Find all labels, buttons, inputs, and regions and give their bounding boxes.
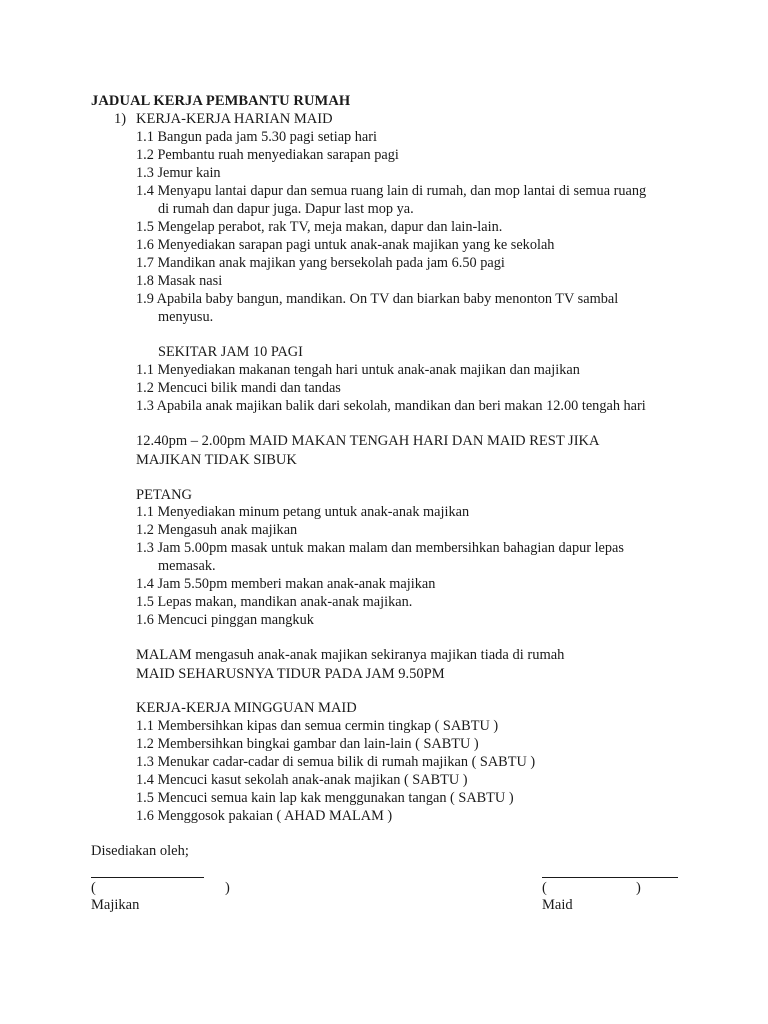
evening-item: 1.2 Mengasuh anak majikan	[136, 522, 298, 538]
daily-item: 1.2 Pembantu ruah menyediakan sarapan pagi	[136, 147, 399, 163]
weekly-item: 1.6 Menggosok pakaian ( AHAD MALAM )	[136, 808, 393, 824]
employer-paren-close: )	[225, 880, 230, 896]
daily-item-continuation: di rumah dan dapur juga. Dapur last mop ya.	[158, 201, 414, 217]
weekly-item: 1.1 Membersihkan kipas dan semua cermin tingkap ( SABTU )	[136, 718, 499, 734]
evening-item: 1.4 Jam 5.50pm memberi makan anak-anak majikan	[136, 576, 436, 592]
maid-label: Maid	[542, 897, 573, 913]
evening-item: 1.3 Jam 5.00pm masak untuk makan malam dan membersihkan bahagian dapur lepas	[136, 540, 624, 556]
daily-item: 1.7 Mandikan anak majikan yang bersekolah pada jam 6.50 pagi	[136, 255, 505, 271]
around-10-item: 1.3 Apabila anak majikan balik dari sekolah, mandikan dan beri makan 12.00 tengah hari	[136, 398, 646, 414]
maid-signature-line	[542, 877, 678, 878]
lunch-line: MAJIKAN TIDAK SIBUK	[136, 452, 297, 468]
document-title: JADUAL KERJA PEMBANTU RUMAH	[91, 93, 351, 109]
around-10-heading: SEKITAR JAM 10 PAGI	[158, 344, 303, 360]
daily-item: 1.8 Masak nasi	[136, 273, 223, 289]
around-10-item: 1.1 Menyediakan makanan tengah hari untuk anak-anak majikan dan majikan	[136, 362, 580, 378]
weekly-item: 1.5 Mencuci semua kain lap kak menggunakan tangan ( SABTU )	[136, 790, 514, 806]
maid-paren-close: )	[636, 880, 641, 896]
daily-item: 1.5 Mengelap perabot, rak TV, meja makan, dapur dan lain-lain.	[136, 219, 503, 235]
daily-item: 1.9 Apabila baby bangun, mandikan. On TV dan biarkan baby menonton TV sambal	[136, 291, 619, 307]
daily-item: 1.3 Jemur kain	[136, 165, 221, 181]
section-heading	[114, 111, 333, 128]
prepared-by-label: Disediakan oleh;	[91, 843, 189, 859]
weekly-item: 1.2 Membersihkan bingkai gambar dan lain-lain ( SABTU )	[136, 736, 479, 752]
section-number: 1)	[114, 111, 127, 127]
night-line: MAID SEHARUSNYA TIDUR PADA JAM 9.50PM	[136, 666, 445, 682]
daily-item: 1.1 Bangun pada jam 5.30 pagi setiap hari	[136, 129, 378, 145]
evening-item: 1.6 Mencuci pinggan mangkuk	[136, 612, 314, 628]
employer-signature-line	[91, 877, 204, 878]
night-line: MALAM mengasuh anak-anak majikan sekiranya majikan tiada di rumah	[136, 647, 565, 663]
daily-item: 1.6 Menyediakan sarapan pagi untuk anak-anak majikan yang ke sekolah	[136, 237, 555, 253]
evening-item: 1.1 Menyediakan minum petang untuk anak-anak majikan	[136, 504, 470, 520]
daily-item-continuation: menyusu.	[158, 309, 214, 325]
weekly-item: 1.4 Mencuci kasut sekolah anak-anak majikan ( SABTU )	[136, 772, 468, 788]
lunch-line: 12.40pm – 2.00pm MAID MAKAN TENGAH HARI DAN MAID REST JIKA	[136, 433, 600, 449]
around-10-item: 1.2 Mencuci bilik mandi dan tandas	[136, 380, 341, 396]
evening-heading: PETANG	[136, 487, 193, 503]
employer-label: Majikan	[91, 897, 140, 913]
daily-item: 1.4 Menyapu lantai dapur dan semua ruang lain di rumah, dan mop lantai di semua ruang	[136, 183, 647, 199]
maid-paren-open: (	[542, 880, 547, 896]
weekly-item: 1.3 Menukar cadar-cadar di semua bilik di rumah majikan ( SABTU )	[136, 754, 536, 770]
evening-item: 1.5 Lepas makan, mandikan anak-anak majikan.	[136, 594, 413, 610]
section-title: KERJA-KERJA HARIAN MAID	[136, 111, 333, 127]
weekly-heading: KERJA-KERJA MINGGUAN MAID	[136, 700, 357, 716]
evening-item-continuation: memasak.	[158, 558, 216, 574]
employer-paren-open: (	[91, 880, 96, 896]
